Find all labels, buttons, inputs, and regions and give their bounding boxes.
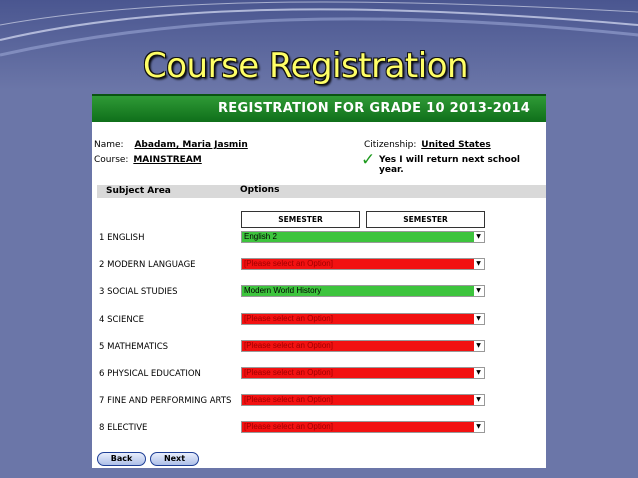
chevron-down-icon[interactable]: ▼ — [476, 287, 481, 294]
name-row — [94, 140, 248, 150]
subject-label: 1 ENGLISH — [99, 233, 145, 243]
registration-banner — [92, 94, 546, 122]
selected-option: Modern World History — [242, 286, 474, 296]
back-button[interactable]: Back — [97, 452, 146, 466]
semester-1-header: SEMESTER — [241, 211, 360, 228]
course-option-select[interactable] — [241, 285, 485, 297]
citizenship-row — [364, 140, 491, 150]
chevron-down-icon[interactable]: ▼ — [476, 342, 481, 349]
course-option-select[interactable] — [241, 367, 485, 379]
course-option-select[interactable] — [241, 313, 485, 325]
course-option-select[interactable] — [241, 421, 485, 433]
chevron-down-icon[interactable]: ▼ — [476, 260, 481, 267]
course-label: Course: — [94, 155, 129, 165]
subject-label: 3 SOCIAL STUDIES — [99, 287, 178, 297]
return-confirmation: Yes I will return next school year. — [379, 155, 521, 175]
subject-label: 5 MATHEMATICS — [99, 342, 169, 352]
subject-label: 4 SCIENCE — [99, 315, 144, 325]
selected-option: [Please select an Option] — [242, 341, 474, 351]
course-option-select[interactable] — [241, 231, 485, 243]
slide-title: Course Registration — [143, 46, 469, 86]
subject-label: 8 ELECTIVE — [99, 423, 148, 433]
selected-option: [Please select an Option] — [242, 259, 474, 269]
subject-label: 2 MODERN LANGUAGE — [99, 260, 196, 270]
citizenship-label: Citizenship: — [364, 140, 417, 150]
options-header: Options — [240, 185, 280, 195]
selected-option: [Please select an Option] — [242, 314, 474, 324]
chevron-down-icon[interactable]: ▼ — [476, 423, 481, 430]
chevron-down-icon[interactable]: ▼ — [476, 315, 481, 322]
citizenship-value: United States — [421, 140, 491, 150]
selected-option: English 2 — [242, 232, 474, 242]
name-label: Name: — [94, 140, 124, 150]
semester-2-header: SEMESTER — [366, 211, 485, 228]
course-option-select[interactable] — [241, 340, 485, 352]
subject-label: 7 FINE AND PERFORMING ARTS — [99, 396, 232, 406]
subject-label: 6 PHYSICAL EDUCATION — [99, 369, 201, 379]
banner-title: REGISTRATION FOR GRADE 10 2013-2014 — [218, 101, 531, 116]
course-option-select[interactable] — [241, 394, 485, 406]
subject-area-header: Subject Area — [106, 186, 171, 196]
check-mark-icon: ✓ — [361, 150, 376, 170]
table-header — [97, 185, 546, 198]
course-row — [94, 155, 202, 165]
selected-option: [Please select an Option] — [242, 368, 474, 378]
name-value: Abadam, Maria Jasmin — [134, 140, 248, 150]
chevron-down-icon[interactable]: ▼ — [476, 396, 481, 403]
chevron-down-icon[interactable]: ▼ — [476, 369, 481, 376]
chevron-down-icon[interactable]: ▼ — [476, 233, 481, 240]
selected-option: [Please select an Option] — [242, 422, 474, 432]
course-value: MAINSTREAM — [133, 155, 202, 165]
course-option-select[interactable] — [241, 258, 485, 270]
registration-panel — [92, 94, 546, 468]
selected-option: [Please select an Option] — [242, 395, 474, 405]
next-button[interactable]: Next — [150, 452, 199, 466]
